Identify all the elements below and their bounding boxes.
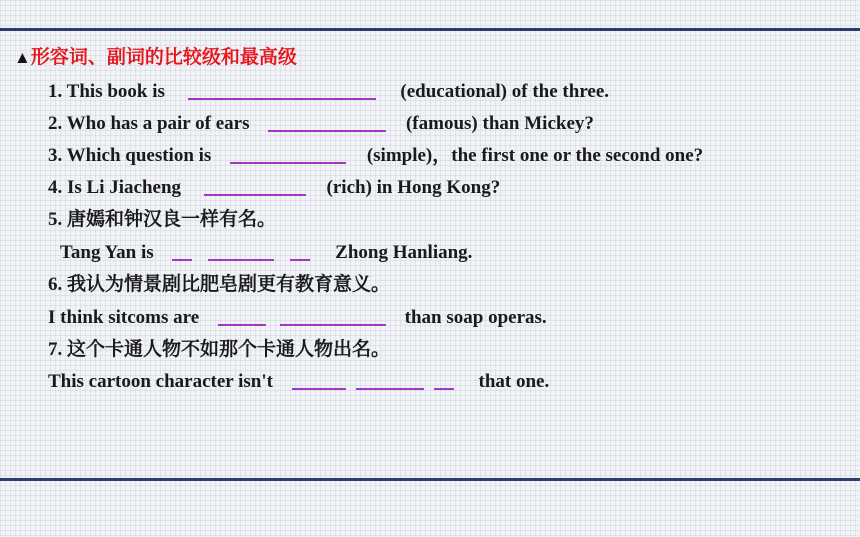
question-number: 6.: [48, 274, 63, 295]
question-text: I think sitcoms are: [48, 307, 200, 328]
question-3: [48, 144, 703, 168]
answer-blank[interactable]: [290, 259, 310, 261]
answer-blank[interactable]: [230, 162, 346, 164]
chinese-prompt: 我认为情景剧比肥皂剧更有教育意义。: [67, 274, 391, 295]
question-number: 3.: [48, 145, 63, 166]
question-6: [48, 273, 390, 297]
question-6-answer: [48, 306, 547, 330]
question-text: Which question is: [66, 145, 212, 166]
chinese-prompt: 这个卡通人物不如那个卡通人物出名。: [67, 339, 391, 360]
answer-blank[interactable]: [172, 259, 192, 261]
question-text: than Mickey?: [482, 113, 594, 134]
question-text: This book is: [66, 81, 165, 102]
answer-blank[interactable]: [218, 324, 266, 326]
question-4: [48, 176, 500, 200]
top-rule: [0, 28, 860, 31]
triangle-icon: ▲: [14, 48, 31, 67]
answer-blank[interactable]: [204, 194, 306, 196]
answer-blank[interactable]: [268, 130, 386, 132]
question-5: [48, 208, 276, 232]
question-number: 4.: [48, 177, 63, 198]
question-text: ，the first one or the second one?: [432, 145, 704, 166]
chinese-prompt: 唐嫣和钟汉良一样有名。: [67, 209, 277, 230]
word-hint: (famous): [405, 113, 478, 134]
question-number: 5.: [48, 209, 63, 230]
question-1: [48, 80, 609, 104]
question-number: 1.: [48, 81, 63, 102]
word-hint: (simple): [366, 145, 433, 166]
answer-blank[interactable]: [188, 98, 376, 100]
section-title: [14, 46, 297, 70]
question-text: in Hong Kong?: [376, 177, 501, 198]
answer-blank[interactable]: [292, 388, 346, 390]
question-number: 2.: [48, 113, 63, 134]
question-7: [48, 338, 390, 362]
bottom-rule: [0, 478, 860, 481]
question-text: Zhong Hanliang.: [335, 242, 473, 263]
word-hint: (educational): [400, 81, 508, 102]
question-2: [48, 112, 594, 136]
question-text: This cartoon character isn't: [48, 371, 273, 392]
question-text: than soap operas.: [404, 307, 547, 328]
section-title-text: 形容词、副词的比较级和最高级: [30, 47, 297, 68]
question-7-answer: [48, 370, 549, 394]
question-number: 7.: [48, 339, 63, 360]
answer-blank[interactable]: [356, 388, 424, 390]
question-text: that one.: [478, 371, 550, 392]
question-text: Tang Yan is: [60, 242, 154, 263]
answer-blank[interactable]: [208, 259, 274, 261]
question-text: of the three.: [511, 81, 610, 102]
question-text: Who has a pair of ears: [66, 113, 250, 134]
question-text: Is Li Jiacheng: [67, 177, 182, 198]
word-hint: (rich): [326, 177, 372, 198]
question-5-answer: [60, 241, 472, 265]
answer-blank[interactable]: [280, 324, 386, 326]
answer-blank[interactable]: [434, 388, 454, 390]
